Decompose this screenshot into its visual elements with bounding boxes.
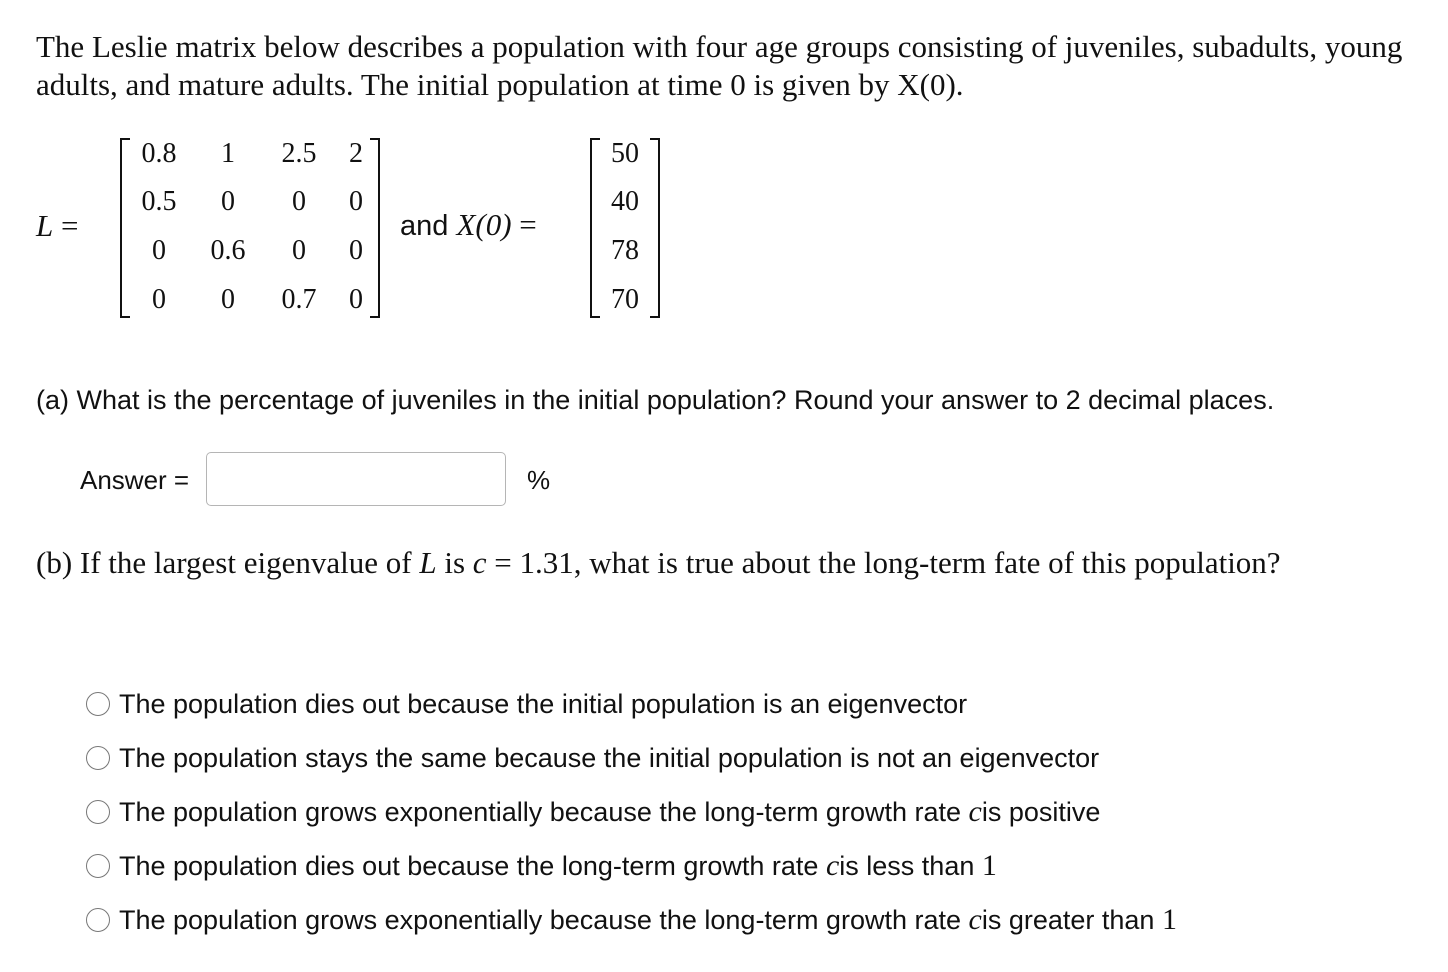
option-2[interactable] [86, 738, 1099, 778]
and-label [400, 207, 537, 244]
matrix-cell: 1 [221, 138, 235, 169]
matrix-cell: 0 [152, 284, 166, 315]
option-text: The population grows exponentially because the long-term growth rate [119, 796, 961, 827]
question-b-suffix: , what is true about the long-term fate of this population? [573, 545, 1281, 580]
option-text-end: is positive [981, 796, 1101, 827]
matrix-cell: 0 [349, 284, 363, 315]
matrix-cell: 0.5 [141, 186, 177, 217]
option-var: c [825, 849, 840, 882]
option-number: 1 [981, 849, 997, 882]
matrix-cell: 0 [349, 235, 363, 266]
vector-cell: 70 [611, 284, 639, 315]
radio-button[interactable] [86, 800, 110, 824]
question-a: (a) What is the percentage of juveniles in the initial population? Round your answer to 2 decimal places. [36, 385, 1275, 415]
matrix-label [36, 207, 78, 245]
option-text: The population dies out because the initial population is an eigenvector [119, 688, 968, 719]
answer-label: Answer = [80, 465, 190, 495]
option-4[interactable] [86, 846, 997, 886]
vector-cell: 50 [611, 138, 639, 169]
vector-cell: 78 [611, 235, 639, 266]
matrix-cell: 0 [292, 186, 306, 217]
radio-button[interactable] [86, 854, 110, 878]
option-5[interactable] [86, 900, 1177, 940]
radio-button[interactable] [86, 692, 110, 716]
option-number: 1 [1161, 903, 1177, 936]
option-text: The population grows exponentially because the long-term growth rate [119, 904, 961, 935]
question-b-var-L: L [419, 545, 437, 580]
radio-button[interactable] [86, 746, 110, 770]
option-1[interactable] [86, 684, 967, 724]
question-b-var-c: c [472, 545, 487, 580]
option-text: The population stays the same because the initial population is not an eigenvector [119, 742, 1100, 773]
radio-button[interactable] [86, 908, 110, 932]
option-text-end: is greater than [981, 904, 1155, 935]
option-3[interactable] [86, 792, 1100, 832]
vector-name: X(0) [456, 207, 512, 242]
vector-cell: 40 [611, 186, 639, 217]
matrix-cell: 0 [292, 235, 306, 266]
option-var: c [968, 795, 982, 828]
matrix-equals: = [61, 208, 79, 243]
vector-equals: = [519, 207, 537, 242]
matrix-cell: 0 [152, 235, 166, 266]
matrix-cell: 0.8 [141, 138, 177, 169]
percent-unit: % [527, 465, 551, 495]
matrix-name: L [36, 208, 54, 243]
matrix-cell: 0 [221, 186, 235, 217]
answer-input[interactable] [206, 452, 506, 506]
option-var: c [968, 903, 982, 936]
question-b [36, 543, 1416, 583]
matrix-cell: 0.7 [281, 284, 317, 315]
question-b-mid: is [436, 545, 473, 580]
question-b-eq: = 1.31 [486, 545, 574, 580]
matrix-cell: 0.6 [210, 235, 246, 266]
matrix-cell: 0 [221, 284, 235, 315]
matrix-cell: 0 [349, 186, 363, 217]
and-word: and [400, 210, 449, 242]
matrix-cell: 2.5 [281, 138, 317, 169]
problem-intro: The Leslie matrix below describes a population with four age groups consisting of juveniles, subadults, young adults, and mature adults. The initial population at time 0 is given by X(0). [36, 29, 1403, 102]
option-text-end: is less than [839, 850, 975, 881]
question-b-prefix: (b) If the largest eigenvalue of [36, 545, 420, 580]
matrix-cell: 2 [349, 138, 363, 169]
option-text: The population dies out because the long-term growth rate [119, 850, 819, 881]
